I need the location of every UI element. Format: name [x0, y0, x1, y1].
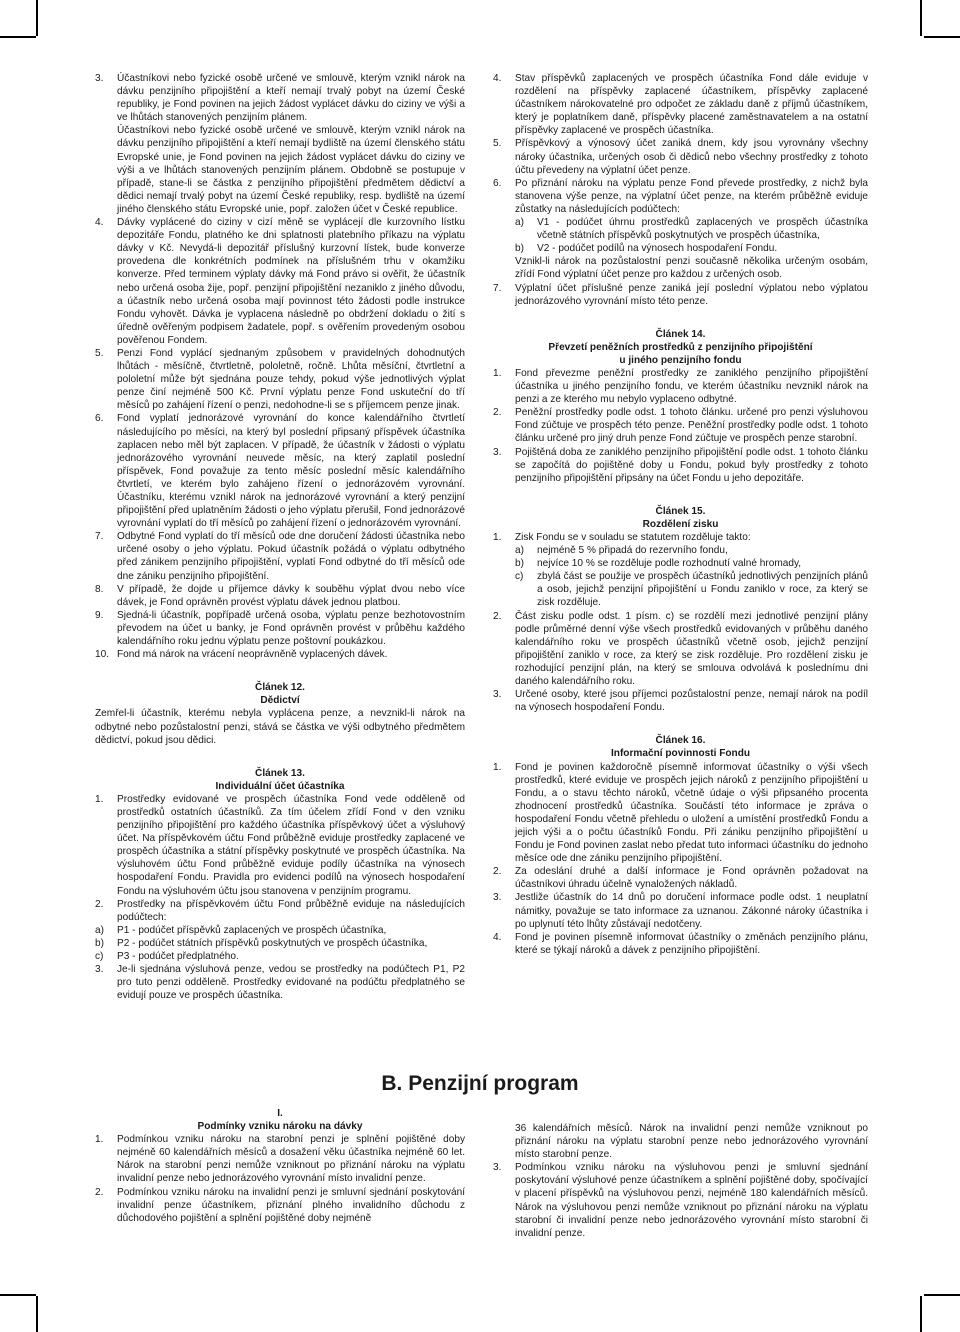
article-subtitle: u jiného penzijního fondu — [619, 354, 742, 366]
item-number: 2. — [493, 866, 502, 878]
item-number: 1. — [493, 367, 502, 379]
item-number: 9. — [95, 609, 104, 621]
list-item — [493, 137, 868, 176]
list-item — [95, 347, 465, 412]
item-number: 6. — [95, 413, 104, 425]
paragraph: Zisk Fondu se v souladu se statutem rozděluje takto: — [515, 532, 751, 543]
article-title: Článek 16. — [655, 735, 706, 747]
sub-letter: a) — [515, 217, 524, 229]
item-number: 4. — [95, 217, 104, 229]
article-title: Článek 13. — [255, 767, 305, 779]
item-number: 1. — [95, 1134, 104, 1146]
section-title: B. Penzijní program — [381, 1072, 579, 1095]
list-item — [493, 688, 868, 714]
section-left — [95, 1107, 465, 1225]
paragraph: Prostředky na příspěvkovém účtu Fond průběžně eviduje na následujících podúčtech: — [117, 898, 465, 923]
list-item — [493, 282, 868, 308]
paragraph: Peněžní prostředky podle odst. 1 tohoto článku. určené pro penzi výsluhovou Fond zúčtuje ve prospěch této penze. Peněžní prostředky podle odst. 1 tohoto článku určené pro jiný druh penze Fond zúčtuje ve prospěch penze starobní. — [515, 407, 868, 445]
list-item — [95, 530, 465, 582]
crop-mark — [924, 36, 960, 38]
list-item — [493, 367, 868, 406]
crop-mark — [920, 1296, 922, 1332]
sub-letter: b) — [515, 558, 524, 570]
section-subtitle: Podmínky vzniku nároku na dávky — [197, 1121, 363, 1133]
sub-item — [95, 950, 465, 963]
sub-item — [515, 242, 868, 255]
paragraph: Část zisku podle odst. 1 písm. c) se rozdělí mezi jednotlivé penzijní plány podle průměrné denní výše všech prostředků evidovaných v průběhu daného kalendářního roku ve prospěch účastníků včetně osob, jejichž penzijní připojištění zaniklo v roce, za který se zisk rozděluje. Pro rozdělení zisku je rozhodující penzijní plán, na který se smlouva odvolává k poslednímu dni daného kalendářního roku. — [515, 610, 868, 688]
item-number: 1. — [95, 793, 104, 805]
sub-letter: c) — [95, 951, 104, 962]
paragraph: Pojištěná doba ze zaniklého penzijního připojištění podle odst. 1 tohoto článku se započítá do pojištěné doby u Fondu, pokud byly prostředky z tohoto penzijního připojištění připsány na účet Fondu u jeho depozitáře. — [515, 446, 868, 484]
list-item — [95, 648, 465, 661]
list-item — [95, 793, 465, 898]
list-item — [95, 216, 465, 347]
list-item — [95, 1186, 465, 1225]
paragraph: Účastníkovi nebo fyzické osobě určené ve smlouvě, kterým vznikl nárok na dávku penzijního připojištění a kteří nemají bydliště na území členského státu Evropské unie, je Fond povinen na jejich žádost vyplácet dávku do ciziny ve výši a ve lhůtách stanovených penzijním plánem. Obdobně se postupuje v případě, stane-li se částka z penzijního připojištění předmětem dědictví a dědici nemají trvalý pobyt na území České republiky, resp. bydliště na území jiného členského státu Evropské unie, popř. založen účet v České republice. — [117, 125, 465, 215]
crop-mark — [920, 0, 922, 36]
article-subtitle: Individuální účet účastníka — [215, 780, 345, 792]
crop-mark — [0, 36, 36, 38]
item-number: 6. — [493, 177, 502, 189]
sub-text: P1 - podúčet příspěvků zaplacených ve prospěch účastníka, — [117, 924, 387, 936]
list-item — [493, 891, 868, 930]
sub-item — [515, 570, 868, 609]
item-number: 2. — [493, 407, 502, 419]
paragraph: Odbytné Fond vyplatí do tří měsíců ode dne doručení žádosti účastníka nebo určené osoby o jeho výplatu. Pokud účastník požádá o výplatu odbytného před zánikem penzijního připojištění, vyplatí Fond odbytné do tří měsíců ode dne zániku penzijního připojištění. — [117, 531, 465, 582]
article-title: Článek 14. — [655, 328, 706, 340]
paragraph: Fond vyplatí jednorázové vyrovnání do konce kalendářního čtvrtletí následujícího po měsíci, na který byl poslední připsaný příspěvek účastníka zaplacen nebo měl být zaplacen. V případě, že účastník v žádosti o výplatu jednorázového vyrovnání neuvede měsíc, na který zaplatil poslední příspěvek, Fond považuje za tento měsíc poslední měsíc kalendářního čtvrtletí, ve kterém bylo zahájeno řízení o jednorázovém vyrovnání. Účastníku, kterému vznikl nárok na jednorázové vyrovnání a který penzijní připojištění před uplatněním žádosti o jeho výplatu přerušil, Fond jednorázové vyrovnání vyplatí do tří měsíců po zahájení řízení o jednorázovém vyrovnání. — [117, 413, 465, 530]
list-item — [493, 865, 868, 891]
article-subtitle: Informační povinnosti Fondu — [610, 748, 751, 760]
article-title: Článek 12. — [255, 682, 305, 694]
right-column — [493, 72, 868, 957]
list-item — [493, 72, 868, 137]
item-number: 3. — [493, 892, 502, 904]
sub-item — [95, 937, 465, 950]
item-number: 4. — [493, 931, 502, 943]
item-number: 3. — [493, 689, 502, 701]
list-item — [493, 406, 868, 445]
section-roman: I. — [277, 1108, 283, 1119]
sub-letter: b) — [95, 937, 104, 949]
list-item — [493, 531, 868, 610]
paragraph: Podmínkou vzniku nároku na výsluhovou penzi je smluvní sjednání poskytování výsluhové penze účastníkem a splnění pojištěné doby, spočívající v placení příspěvků na výsluhovou penzi, nejméně 180 kalendářních měsíců. Nárok na výsluhovou penzi nemůže vzniknout po přiznání nároku na výplatu starobní či invalidní penze nebo jednorázového vyrovnání místo starobní či invalidní penze. — [515, 1162, 868, 1239]
list-item — [95, 609, 465, 648]
paragraph: Prostředky evidované ve prospěch účastníka Fond vede odděleně od prostředků ostatních účastníků. Za tím účelem zřídí Fond v den vzniku penzijního připojištění pro každého účastníka příspěvkový účet a výsluhový účet. Na příspěvkovém účtu Fond průběžně eviduje prostředky zaplacené ve prospěch účastníka a státní příspěvky poskytnuté ve prospěch účastníka. Na výsluhovém účtu Fond průběžně eviduje podíly účastníka na výnosech hospodaření Fondu. Pravidla pro evidenci podílů na výnosech hospodaření Fondu na výsluhovém účtu jsou stanovena v penzijním programu. — [117, 793, 465, 897]
item-number: 5. — [95, 347, 104, 359]
paragraph: Podmínkou vzniku nároku na invalidní penzi je smluvní sjednání poskytování invalidní penze účastníkem, přiznání plného invalidního důchodu z důchodového pojištění a splnění pojištěné doby nejméně — [117, 1186, 465, 1224]
crop-mark — [36, 0, 38, 36]
list-item — [95, 583, 465, 609]
paragraph: Dávky vyplácené do ciziny v cizí měně se vyplácejí dle kurzovního lístku depozitáře Fondu, platného ke dni splatnosti platebního příkazu na výplatu dávky v Kč. Nevydá-li depozitář příslušný kurzovní lístek, bude konverze provedena dle konkrétních podmínek na příslušném trhu v okamžiku konverze. Před terminem výplaty dávky má Fond právo si ověřit, že účastník nebo určená osoba žije, popř. penzijní připojištění nezaniklo z jiného důvodu, a účastník nebo určená osoba mají povinnost této žádosti podle instrukce Fondu vyhovět. Dávka je vyplacena následně po obdržení dokladu o žití s úředně ověřeným podpisem žadatele, popř. s ověřením provedeným osobou pověřenou Fondem. — [117, 217, 465, 346]
paragraph: Penzi Fond vyplácí sjednaným způsobem v pravidelných dohodnutých lhůtách - měsíčně, čtvrtletně, pololetně, ročně. Lhůta měsíční, čtvrtletní a pololetní může být sjednána pouze tehdy, pokud výše jednotlivých výplat penze činí nejméně 500 Kč. První výplatu penze Fond uskuteční do tří měsíců po zahájení řízení o penzi, nedohodne-li se s příjemcem penze jinak. — [117, 347, 465, 412]
list-item — [95, 963, 465, 1002]
paragraph: V případě, že dojde u příjemce dávky k souběhu výplat dvou nebo více dávek, je Fond oprávněn provést výplatu dávek jednou platbou. — [117, 583, 465, 608]
sub-letter: a) — [515, 545, 524, 557]
item-number: 5. — [493, 138, 502, 150]
paragraph: Fond je povinen písemně informovat účastníky o změnách penzijního plánu, které se týkají nároků a dávek z penzijního připojištění. — [515, 931, 868, 956]
item-number: 3. — [95, 73, 104, 84]
sub-letter: a) — [95, 924, 104, 936]
list-item — [95, 1133, 465, 1185]
sub-letter: b) — [515, 243, 524, 255]
paragraph: Stav příspěvků zaplacených ve prospěch účastníka Fond dále eviduje v rozdělení na příspěvky zaplacené účastníkem, příspěvky zaplacené účastníkem nárokovatelné pro odpočet ze základu daně z příjmů účastníkem, který je poplatníkem daně, příspěvky placené zaměstnavatelem a na ostatní příspěvky zaplacené ve prospěch účastníka. — [515, 73, 868, 137]
item-number: 2. — [95, 898, 104, 910]
paragraph: Podmínkou vzniku nároku na starobní penzi je splnění pojištěné doby nejméně 60 kalendářních měsíců a dosažení věku účastníka nejméně 60 let. Nárok na starobní penzi nemůže vzniknout po přiznání nároku na výplatu invalidní penze nebo jednorázového vyrovnání místo invalidní penze. — [117, 1134, 465, 1185]
crop-mark — [36, 1296, 38, 1332]
sub-text: P3 - podúčet předplatného. — [117, 951, 239, 962]
item-number: 2. — [493, 610, 502, 622]
list-item — [95, 412, 465, 530]
list-item — [493, 610, 868, 689]
left-column — [95, 72, 465, 1002]
sub-item — [515, 557, 868, 570]
list-item — [493, 761, 868, 866]
list-item — [493, 931, 868, 957]
list-item — [493, 177, 868, 282]
sub-text: nejvíce 10 % se rozděluje podle rozhodnutí valné hromady, — [537, 558, 802, 570]
article-subtitle: Rozdělení zisku — [642, 518, 719, 530]
list-item — [493, 1161, 868, 1240]
paragraph: 36 kalendářních měsíců. Nárok na invalidní penzi nemůže vzniknout po přiznání nároku na výplatu starobní penze nebo jednorázového vyrovnání místo starobní penze. — [515, 1123, 868, 1161]
article-title: Článek 15. — [655, 505, 706, 517]
item-number: 1. — [493, 761, 502, 773]
paragraph: Po přiznání nároku na výplatu penze Fond převede prostředky, z nichž byla stanovena výše penze, na výplatní účet penze, na kterém průběžně eviduje zůstatky na následujících podúčtech: — [515, 177, 868, 215]
paragraph: Fond má nárok na vrácení neoprávněně vyplacených dávek. — [117, 649, 388, 661]
item-number: 10. — [95, 649, 110, 661]
crop-mark — [0, 1294, 36, 1296]
list-item — [493, 446, 868, 485]
sub-text: V1 - podúčet úhrnu prostředků zaplacených ve prospěch účastníka včetně státních příspěvků poskytnutých ve prospěch účastníka, — [537, 217, 868, 242]
paragraph: Příspěvkový a výnosový účet zaniká dnem, kdy jsou vyrovnány všechny nároky účastníka, určených osob či dědiců nebo všechny prostředky z tohoto účtu převedeny na výplatní účet penze. — [515, 138, 868, 176]
sub-item — [515, 216, 868, 242]
paragraph: Jestliže účastník do 14 dnů po doručení informace podle odst. 1 neuplatní námitky, považuje se tato informace za uznanou. Zákonné nároky účastníka i po uplynutí této lhůty zůstávají nedotčeny. — [515, 892, 868, 930]
section-right — [493, 1122, 868, 1240]
item-number: 3. — [493, 1162, 502, 1174]
paragraph: Vznikl-li nárok na pozůstalostní penzi současně několika určeným osobám, zřídí Fond výplatní účet penze pro každou z určených osob. — [515, 256, 868, 281]
item-number: 7. — [493, 282, 502, 294]
paragraph: Fond převezme peněžní prostředky ze zaniklého penzijního připojištění účastníka u jiného penzijního fondu, ve kterém účastníku nevznikl nárok na penzi a ze kterého mu nebylo vyplaceno odbytné. — [515, 367, 868, 406]
list-item — [95, 898, 465, 924]
paragraph: Určené osoby, které jsou příjemci pozůstalostní penze, nemají nárok na podíl na výnosech hospodaření Fondu. — [515, 689, 868, 714]
paragraph: Za odeslání druhé a další informace je Fond oprávněn požadovat na účastníkovi úhradu účelně vynaložených nákladů. — [515, 866, 868, 891]
sub-text: nejméně 5 % připadá do rezervního fondu, — [537, 545, 728, 557]
paragraph: Zemřel-li účastník, kterému nebyla vyplácena penze, a nevznikl-li nárok na odbytné nebo pozůstalostní penzi, stává se částka ve výši odbytného předmětem dědictví, pokud jsou dědici. — [95, 708, 465, 746]
item-number: 3. — [95, 964, 104, 976]
paragraph: Sjedná-li účastník, popřípadě určená osoba, výplatu penze bezhotovostním převodem na účet u banky, je Fond oprávněn provést v průběhu každého kalendářního roku jednu výplatu penze poštovní poukázkou. — [117, 609, 465, 648]
article-subtitle: Dědictví — [260, 695, 300, 707]
sub-text: P2 - podúčet státních příspěvků poskytnutých ve prospěch účastníka, — [117, 937, 428, 949]
sub-text: V2 - podúčet podílů na výnosech hospodaření Fondu. — [537, 243, 778, 255]
item-number: 7. — [95, 531, 104, 543]
item-number: 3. — [493, 446, 502, 458]
item-number: 2. — [95, 1186, 104, 1198]
paragraph: Výplatní účet příslušné penze zaniká její poslední výplatou nebo výplatou jednorázového vyrovnání místo této penze. — [515, 282, 868, 307]
item-number: 4. — [493, 73, 502, 84]
item-number: 8. — [95, 583, 104, 595]
paragraph: Je-li sjednána výsluhová penze, vedou se prostředky na podúčtech P1, P2 pro tuto penzi odděleně. Prostředky evidované na podúčtu předplatného se evidují pouze ve prospěch účastníka. — [117, 964, 465, 1002]
item-number: 1. — [493, 532, 502, 543]
sub-item — [515, 544, 868, 557]
paragraph: Účastníkovi nebo fyzické osobě určené ve smlouvě, kterým vznikl nárok na dávku penzijního připojištění a kteří nemají trvalý pobyt na území České republiky, je Fond povinen na jejich žádost vyplácet dávku do ciziny ve výši a ve lhůtách stanovených penzijním plánem. — [117, 73, 465, 124]
article-subtitle: Převzetí peněžních prostředků z penzijního připojištění — [548, 341, 813, 353]
crop-mark — [924, 1294, 960, 1296]
list-item — [95, 72, 465, 216]
sub-text: zbylá část se použije ve prospěch účastníků jednotlivých penzijních plánů a osob, jejichž penzijní připojištění u Fondu zaniklo v roce, za který se zisk rozděluje. — [537, 571, 868, 609]
sub-item — [95, 924, 465, 937]
sub-letter: c) — [515, 571, 524, 583]
paragraph: Fond je povinen každoročně písemně informovat účastníky o výši všech prostředků, které eviduje ve prospěch jejich nároků z penzijního připojištění u Fondu, a o stavu těchto nároků, včetně údaje o výši připsaného procenta zhodnocení prostředků účastníka. Součástí této informace je zpráva o hospodaření Fondu včetně přehledu o uložení a umístění prostředků Fondu a jejich výši a o počtu účastníků Fondu. Při zániku penzijního připojištění u Fondu je Fond povinen zaslat nebo předat tuto informaci účastníku do jednoho měsíce ode dne zániku penzijního připojištění. — [515, 761, 868, 865]
